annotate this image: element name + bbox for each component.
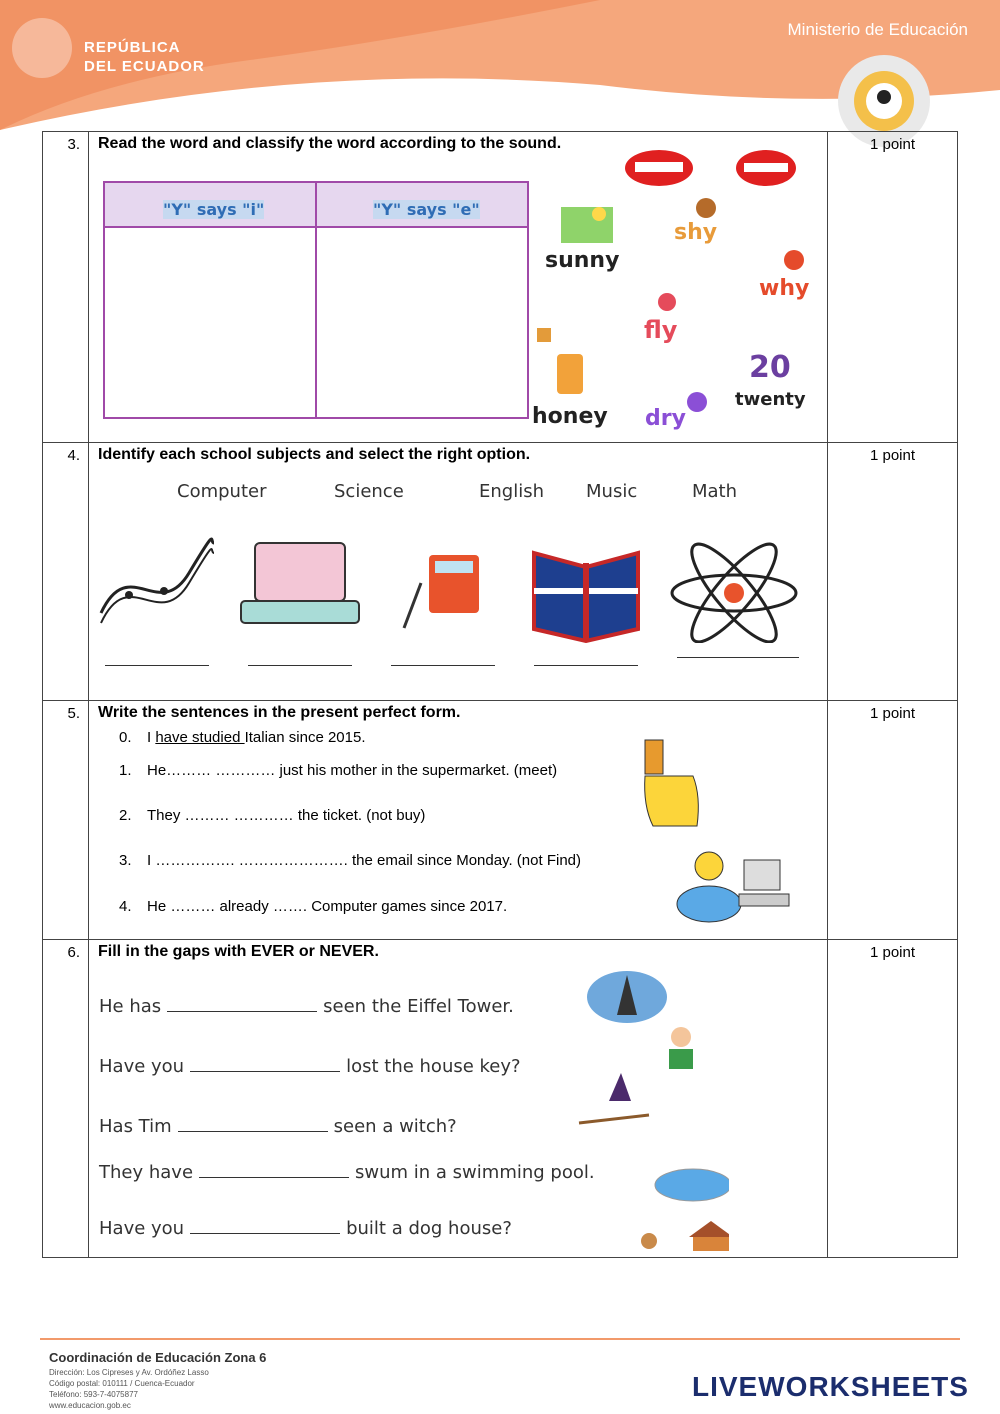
- footer-address: Dirección: Los Cipreses y Av. Ordóñez Lasso: [49, 1368, 209, 1377]
- witch-icon: [579, 1073, 649, 1123]
- question-4-instruction: Identify each school subjects and select the right option.: [98, 446, 531, 463]
- column-header-e: "Y" says "e": [373, 200, 480, 219]
- points: 1 point: [828, 701, 958, 940]
- word-shy: shy: [674, 220, 718, 245]
- gap-sentence: Has Tim seen a witch?: [99, 1116, 457, 1137]
- option-computer[interactable]: Computer: [177, 481, 267, 502]
- question-3-instruction: Read the word and classify the word according to the sound.: [98, 135, 562, 152]
- gap-sentence: Have you lost the house key?: [99, 1056, 521, 1077]
- points: 1 point: [828, 443, 958, 701]
- word-honey: honey: [532, 404, 608, 429]
- math-tools-icon: [404, 555, 479, 628]
- owl-icon: [537, 328, 551, 342]
- sentence-item[interactable]: 2. They ……… ………… the ticket. (not buy): [119, 807, 426, 824]
- column-header-i: "Y" says "i": [163, 200, 265, 219]
- question-6-instruction: Fill in the gaps with EVER or NEVER.: [98, 943, 379, 960]
- lips-open-icon: [625, 150, 693, 186]
- homer-computer-icon: [677, 852, 789, 922]
- option-music[interactable]: Music: [586, 481, 638, 502]
- worksheet-table: [42, 131, 958, 1258]
- dog-house-icon: [641, 1221, 729, 1251]
- word-twenty: twenty: [735, 389, 806, 410]
- question-3-row: [43, 132, 958, 443]
- english-book-icon: [534, 553, 638, 641]
- hand-with-ticket-icon: [645, 740, 699, 826]
- question-5-instruction: Write the sentences in the present perfect form.: [98, 704, 461, 721]
- answer-gap[interactable]: [190, 1233, 340, 1234]
- points: 1 point: [828, 132, 958, 443]
- answer-blank[interactable]: [391, 665, 495, 666]
- sound-classification-table: [89, 132, 829, 442]
- option-science[interactable]: Science: [334, 481, 404, 502]
- question-number: 4.: [43, 443, 89, 701]
- sentence-item[interactable]: 3. I ……………. …………………. the email since Monday. (not Find): [119, 852, 581, 869]
- q6-illustrations: [569, 965, 729, 1255]
- question-5-row: [43, 701, 958, 940]
- answer-blank[interactable]: [105, 665, 209, 666]
- monster-icon: [687, 392, 707, 412]
- sentence-item[interactable]: 4. He ……… already ……. Computer games since 2017.: [119, 898, 508, 915]
- answer-blank[interactable]: [248, 665, 352, 666]
- answer-blank[interactable]: [534, 665, 638, 666]
- gap-sentence: They have swum in a swimming pool.: [99, 1162, 595, 1183]
- honey-jar-icon: [557, 354, 583, 394]
- example-sentence: 0. I have studied Italian since 2015.: [119, 729, 366, 746]
- footer-phone: Teléfono: 593-7-4075877: [49, 1390, 138, 1399]
- word-fly: fly: [644, 316, 678, 344]
- answer-blank[interactable]: [677, 657, 799, 658]
- question-number: 5.: [43, 701, 89, 940]
- music-notes-icon: [101, 539, 214, 623]
- question-4-row: [43, 443, 958, 701]
- points: 1 point: [828, 940, 958, 1258]
- q5-illustrations: [639, 736, 809, 936]
- answer-gap[interactable]: [190, 1071, 340, 1072]
- lips-smile-icon: [736, 150, 796, 186]
- word-sunny: sunny: [545, 248, 620, 273]
- ministry-name: Ministerio de Educación: [787, 20, 968, 39]
- footer-website[interactable]: www.educacion.gob.ec: [49, 1401, 131, 1410]
- gap-sentence: Have you built a dog house?: [99, 1218, 512, 1239]
- answer-gap[interactable]: [199, 1177, 349, 1178]
- coat-of-arms-icon: [12, 18, 72, 78]
- boy-searching-icon: [669, 1027, 693, 1069]
- atom-icon: [672, 534, 796, 643]
- footer-title: Coordinación de Educación Zona 6: [49, 1350, 267, 1365]
- gap-sentence: He has seen the Eiffel Tower.: [99, 996, 514, 1017]
- bird-icon: [696, 198, 716, 218]
- monster-icon: [784, 250, 804, 270]
- answer-gap[interactable]: [178, 1131, 328, 1132]
- word-why: why: [759, 276, 810, 301]
- eiffel-tower-icon: [587, 971, 667, 1023]
- swimming-pool-icon: [655, 1169, 729, 1201]
- subject-pictures: [89, 533, 829, 643]
- option-math[interactable]: Math: [692, 481, 738, 502]
- footer-postal: Código postal: 010111 / Cuenca-Ecuador: [49, 1379, 195, 1388]
- laptop-icon: [241, 543, 359, 623]
- sentence-item[interactable]: 1. He……… ………… just his mother in the supermarket. (meet): [119, 762, 558, 779]
- question-number: 3.: [43, 132, 89, 443]
- option-english[interactable]: English: [479, 481, 544, 502]
- question-number: 6.: [43, 940, 89, 1258]
- question-6-row: [43, 940, 958, 1258]
- liveworksheets-logo[interactable]: LIVEWORKSHEETS: [692, 1371, 969, 1402]
- number-20: 20: [749, 350, 791, 385]
- footer-divider: [40, 1338, 960, 1340]
- monster-icon: [658, 293, 676, 311]
- answer-gap[interactable]: [167, 1011, 317, 1012]
- country-name: REPÚBLICA DEL ECUADOR: [84, 39, 205, 75]
- word-dry: dry: [645, 406, 686, 431]
